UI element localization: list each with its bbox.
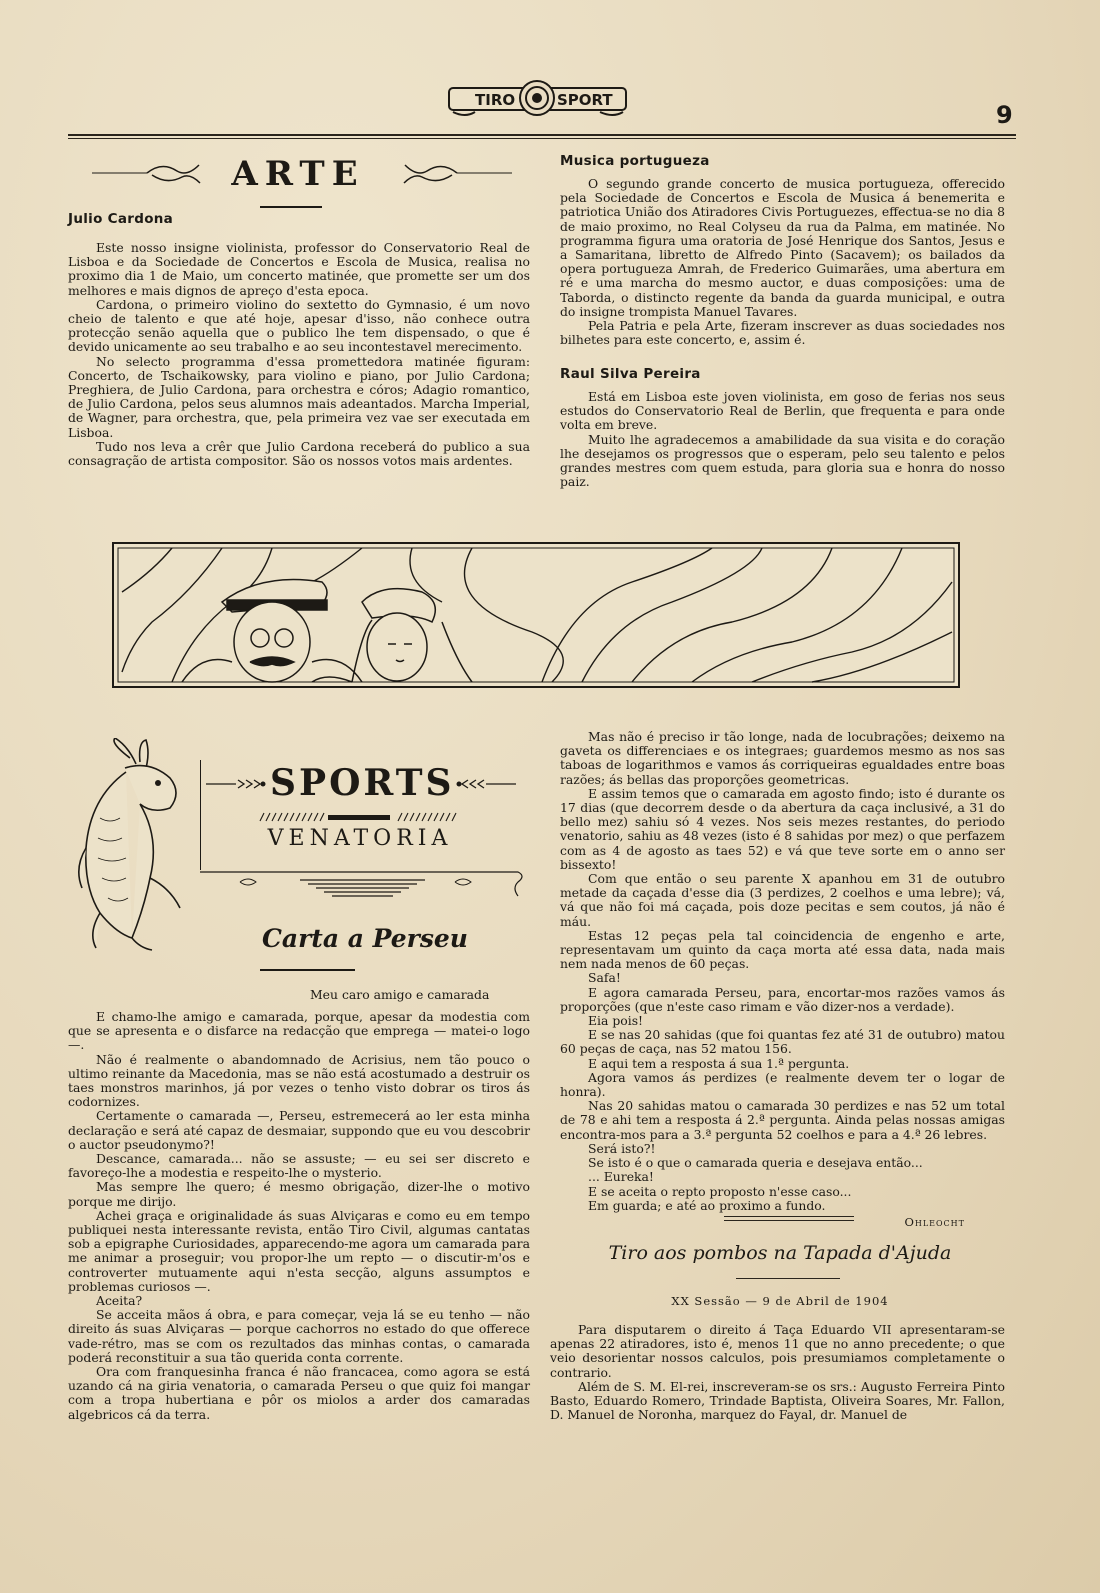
svg-text:TIRO: TIRO: [475, 91, 516, 109]
julio-paragraph: Este nosso insigne violinista, professor do Conservatorio Real de Lisboa e da Sociedade de Concertos e Escola de Musica, realisa no proximo dia 1 de Maio, um concerto matinée, que promette ser um dos melhores e mais dignos de apreço d'esta epoca.: [68, 240, 530, 298]
tiro-paragraph: Além de S. M. El-rei, inscreveram-se os srs.: Augusto Ferreira Pinto Basto, Eduardo Romero, Trindade Baptista, Oliveira Soares, Mr. Fallon, D. Manuel de Noronha, marquez do Fayal, dr. Manuel de: [550, 1378, 1005, 1423]
carta-paragraph: Se acceita mãos á obra, e para começar, veja lá se eu tenho — não direito ás suas Alviçaras — porque cachorros no estado do que offerece vade-rétro, mas se com os rezultados das minhas contas, o camarada poderá reconstituir a sua tão querida conta corrente.: [68, 1307, 530, 1365]
carta-underline: [260, 969, 355, 971]
masthead-logo: [445, 72, 630, 120]
tiro-title: Tiro aos pombos na Tapada d'Ajuda: [608, 1242, 952, 1264]
carta-paragraph: E aqui tem a resposta á sua 1.ª pergunta.: [588, 1055, 850, 1071]
carta-paragraph: E assim temos que o camarada em agosto findo; isto é durante os 17 dias (que decorrem desde o da abertura da caça inclusivé, a 31 do bello mez) sahiu só 4 vezes. Nos seis mezes restantes, do periodo venatorio, sahiu as 48 vezes (isto é 8 sahidas por mez) o que perfazem com as 4 de agosto as taes 52) e vá que teve sorte em o anno ser bissexto!: [560, 785, 1005, 872]
sports-subtitle: VENATORIA: [267, 826, 453, 851]
arte-ornament-right: [402, 160, 512, 188]
raul-article: [560, 390, 1005, 489]
header-rule: [68, 134, 1016, 136]
carta-paragraph: Estas 12 peças pela tal coincidencia de engenho e arte, representavam um quinto da caça morta até essa data, nada mais nem nada menos de 60 peças.: [560, 927, 1005, 972]
sports-ornament-right: [456, 776, 518, 790]
musica-heading: Musica portugueza: [560, 153, 710, 169]
carta-paragraph: E se aceita o repto proposto n'esse caso...: [588, 1183, 852, 1199]
raul-paragraph: Está em Lisboa este joven violinista, em goso de ferias nos seus estudos do Conservatorio Real de Berlin, que frequenta e para onde volta em breve.: [560, 389, 1005, 433]
raul-paragraph: Muito lhe agradecemos a amabilidade da sua visita e do coração lhe desejamos os progressos que o esperam, pelo seu talento e pelos grandes mestres com quem estuda, para gloria sua e honra do nosso paiz.: [560, 431, 1005, 490]
raul-heading: Raul Silva Pereira: [560, 366, 701, 382]
carta-paragraph: Em guarda; e até ao proximo a fundo.: [588, 1197, 826, 1213]
hunters-illustration: [112, 542, 960, 688]
tiro-article: [550, 1323, 1005, 1422]
sports-divider-ornament: [200, 868, 525, 904]
carta-paragraph: Safa!: [588, 970, 621, 986]
arte-title-underline: [260, 206, 322, 208]
carta-paragraph: Com que então o seu parente X apanhou em 31 de outubro metade da caçada d'esse dia (3 perdizes, 2 coelhos e uma lebre); vá, vá que não foi má caçada, pois doze pecitas e sem coutos, já não é máu.: [560, 871, 1005, 929]
carta-paragraph: Certamente o camarada —, Perseu, estremecerá ao ler esta minha declaração e será até capaz de desmaiar, suppondo que eu vou descobrir o auctor pseudonymo?!: [68, 1108, 530, 1152]
tiro-top-rule: [724, 1216, 854, 1217]
carta-title: Carta a Perseu: [262, 924, 468, 953]
carta-paragraph: ... Eureka!: [588, 1169, 654, 1185]
sports-ornament-left: [204, 776, 266, 790]
carta-paragraph: Será isto?!: [588, 1140, 656, 1156]
arte-title: ARTE: [231, 154, 365, 194]
signature: Ohleocht: [904, 1214, 965, 1229]
julio-article: [68, 241, 530, 468]
carta-paragraph: Nas 20 sahidas matou o camarada 30 perdizes e nas 52 um total de 78 e ahi tem a resposta á 2.ª pergunta. Ainda pelas nossas amigas encontra-mos para a 3.ª pergunta 52 coelhos e para a 4.ª 26 lebres.: [560, 1098, 1005, 1142]
carta-paragraph: Descance, camarada... não se assuste; — eu sei ser discreto e favoreço-lhe a modestia e respeito-lhe o mysterio.: [68, 1151, 530, 1181]
carta-paragraph: Aceita?: [96, 1293, 143, 1309]
sports-vertical-rule: [200, 760, 201, 870]
carta-paragraph: E agora camarada Perseu, para, encortar-mos razões vamos ás proporções (que n'este caso rimam e vão dizer-nos a verdade).: [560, 984, 1005, 1014]
carta-paragraph: Não é realmente o abandomnado de Acrisius, nem tão pouco o ultimo reinante da Macedonia, mas se não está acostumado a destruir os taes monstros marinhos, já por vezes o tenho visto dobrar os tiros ás codornizes.: [68, 1051, 530, 1110]
tiro-paragraph: Para disputarem o direito á Taça Eduardo VII apresentaram-se apenas 22 atiradores, isto é, menos 11 que no anno precedente; o que veio desorientar nossos calculos, pois presumiamos completamente o contrario.: [550, 1322, 1005, 1380]
carta-left-column: [68, 1010, 530, 1422]
julio-heading: Julio Cardona: [68, 211, 174, 227]
carta-paragraph: E se nas 20 sahidas (que foi quantas fez até 31 de outubro) matou 60 peças de caça, nas 52 matou 156.: [560, 1027, 1005, 1057]
julio-paragraph: Tudo nos leva a crêr que Julio Cardona receberá do publico a sua consagração de artista compositor. São os nossos votos mais ardentes.: [68, 438, 530, 469]
carta-paragraph: Achei graça e originalidade ás suas Alviçaras e como eu em tempo publiquei nesta interessante revista, então Tiro Civil, algumas cantatas sob a epigraphe Curiosidades, apparecendo-me agora um camarada para me animar a proseguir; vou propor-lhe um repto — o discutir-m'os e controverter mutuamente aqui n'esta secção, alguns assumptos e problemas curiosos —.: [68, 1207, 530, 1294]
tiro-session: XX Sessão — 9 de Abril de 1904: [671, 1294, 889, 1308]
header-rule-thin: [68, 138, 1016, 139]
carta-paragraph: Mas não é preciso ir tão longe, nada de locubrações; deixemo na gaveta os differenciaes e os integraes; guardemos mesmo as nos sas taboas de logarithmos e vamos ás corriqueiras egualdades entre boas razões; ás bellas das proporções geometricas.: [560, 729, 1005, 787]
musica-paragraph: Pela Patria e pela Arte, fizeram inscrever as duas sociedades nos bilhetes para este concerto, e, assim é.: [560, 318, 1005, 348]
hare-illustration: [70, 738, 190, 953]
carta-paragraph: Mas sempre lhe quero; é mesmo obrigação, dizer-lhe o motivo porque me dirijo.: [68, 1179, 530, 1209]
musica-paragraph: O segundo grande concerto de musica portugueza, offerecido pela Sociedade de Concertos e Escola de Musica á benemerita e patriotica União dos Atiradores Civis Portuguezes, effectua-se no dia 8 de maio proximo, no Real Colyseu da rua da Palma, em matinée. No programma figura uma oratoria de José Henrique dos Santos, Jesus e a Samaritana, libretto de Alfredo Pinto (Sacavem); os bailados da opera portugueza Amrah, de Frederico Guimarães, uma abertura em ré e uma marcha do mesmo auctor, e duas composições: uma de Taborda, o distincto regente da banda da guarda municipal, e outra do insigne trompista Manuel Tavares.: [560, 176, 1005, 319]
salutation: Meu caro amigo e camarada: [310, 987, 490, 1002]
carta-paragraph: Se isto é o que o camarada queria e desejava então...: [588, 1155, 923, 1171]
svg-text:SPORT: SPORT: [557, 91, 613, 109]
sports-hatched-rule: [258, 807, 458, 817]
arte-ornament-left: [92, 160, 202, 188]
julio-paragraph: No selecto programma d'essa promettedora matinée figuram: Concerto, de Tschaikowsky, para violino e piano, por Julio Cardona; Preghiera, de Julio Cardona, para orchestra e córos; Adagio romantico, de Julio Cardona, pelos seus alumnos mais adeantados. Marcha Imperial, de Wagner, para orchestra, que, pela primeira vez vae ser executada em Lisboa.: [68, 353, 530, 440]
carta-right-column: [560, 730, 1005, 1229]
page-number: 9: [996, 101, 1013, 129]
carta-paragraph: Ora com franquesinha franca é não francacea, como agora se está uzando cá na giria venatoria, o camarada Perseu o que quiz foi mangar com a tropa hubertiana e pôr os miolos a arder dos camaradas algebricos cá da terra.: [68, 1364, 530, 1422]
carta-paragraph: Eia pois!: [588, 1013, 644, 1029]
tiro-top-rule-2: [724, 1220, 854, 1221]
sports-title: SPORTS: [270, 762, 455, 804]
carta-paragraph: E chamo-lhe amigo e camarada, porque, apesar da modestia com que se apresenta e o disfarce na redacção que emprega — matei-o logo —.: [68, 1009, 530, 1053]
musica-article: [560, 177, 1005, 347]
tiro-title-underline: [736, 1278, 840, 1279]
carta-paragraph: Agora vamos ás perdizes (e realmente devem ter o logar de honra).: [560, 1069, 1005, 1100]
julio-paragraph: Cardona, o primeiro violino do sextetto do Gymnasio, é um novo cheio de talento e que até hoje, apesar d'isso, não conhece outra protecção senão aquella que o publico lhe tem dispensado, o que é devido unicamente ao seu trabalho e ao seu incontestavel merecimento.: [68, 296, 530, 355]
